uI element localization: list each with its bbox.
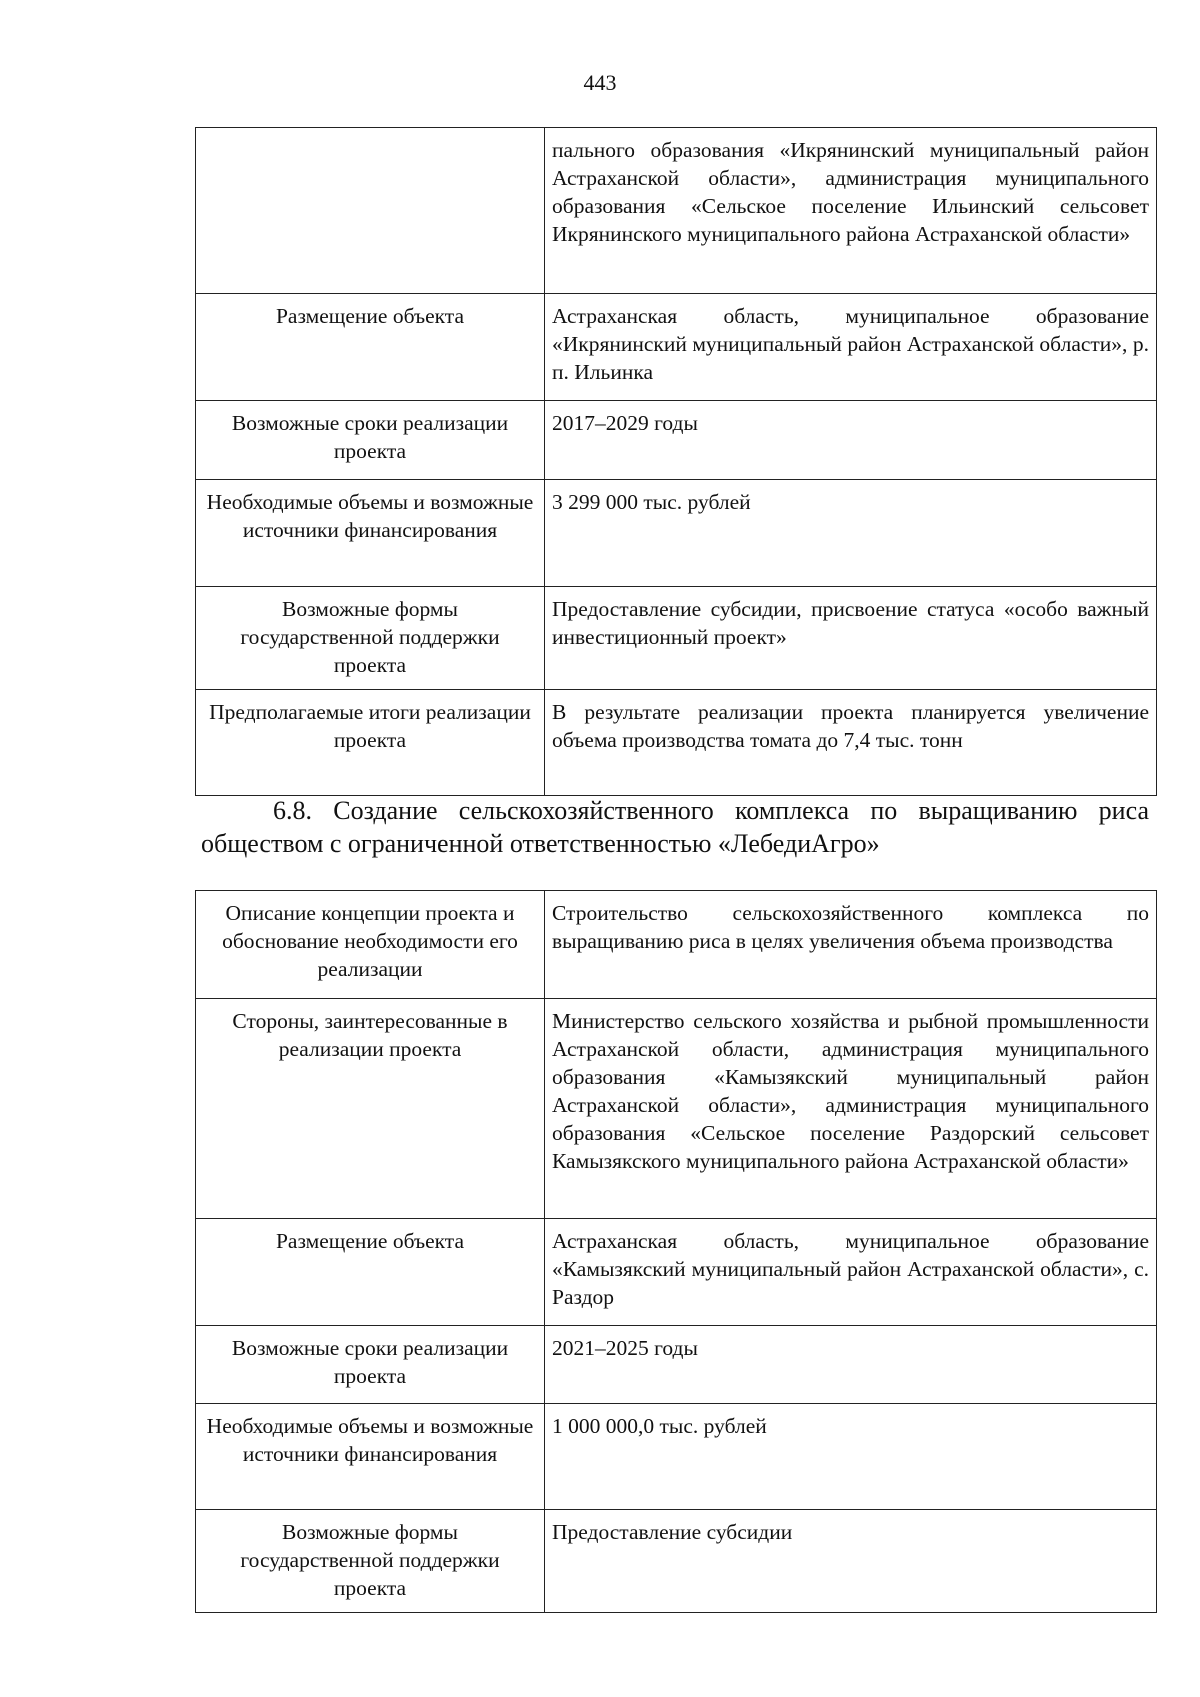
table-row: [196, 1326, 1157, 1404]
table-row: [196, 1219, 1157, 1326]
row-value: Астраханская область, муниципальное образование «Икрянинский муниципальный район Астраханской области», р. п. Ильинка: [545, 294, 1157, 401]
table-row: [196, 587, 1157, 690]
row-label: [196, 128, 545, 294]
row-label: Возможные формы государственной поддержки проекта: [196, 587, 545, 690]
row-label: Возможные сроки реализации проекта: [196, 401, 545, 480]
row-label: Возможные сроки реализации проекта: [196, 1326, 545, 1404]
table-row: [196, 1510, 1157, 1613]
project-table: [195, 890, 1157, 1613]
row-label: Размещение объекта: [196, 1219, 545, 1326]
row-value: пального образования «Икрянинский муниципальный район Астраханской области», администрация муниципального образования «Сельское поселение Ильинский сельсовет Икрянинского муниципального района Астраханской области»: [545, 128, 1157, 294]
row-value: В результате реализации проекта планируется увеличение объема производства томата до 7,4 тыс. тонн: [545, 690, 1157, 796]
row-label: Необходимые объемы и возможные источники финансирования: [196, 480, 545, 587]
row-value: 2021–2025 годы: [545, 1326, 1157, 1404]
row-label: Возможные формы государственной поддержки проекта: [196, 1510, 545, 1613]
row-value: Предоставление субсидии: [545, 1510, 1157, 1613]
row-value: 3 299 000 тыс. рублей: [545, 480, 1157, 587]
row-value: 2017–2029 годы: [545, 401, 1157, 480]
section-heading: 6.8. Создание сельскохозяйственного комплекса по выращиванию риса обществом с ограниченной ответственностью «ЛебедиАгро»: [201, 796, 1149, 858]
table-row: [196, 294, 1157, 401]
row-label: Предполагаемые итоги реализации проекта: [196, 690, 545, 796]
row-value: Строительство сельскохозяйственного комплекса по выращиванию риса в целях увеличения объема производства: [545, 891, 1157, 999]
row-label: Необходимые объемы и возможные источники финансирования: [196, 1404, 545, 1510]
row-label: Стороны, заинтересованные в реализации проекта: [196, 999, 545, 1219]
table-row: [196, 999, 1157, 1219]
row-value: Министерство сельского хозяйства и рыбной промышленности Астраханской области, администрация муниципального образования «Камызякский муниципальный район Астраханской области», администрация муниципального образования «Сельское поселение Раздорский сельсовет Камызякского муниципального района Астраханской области»: [545, 999, 1157, 1219]
row-value: 1 000 000,0 тыс. рублей: [545, 1404, 1157, 1510]
row-value: Предоставление субсидии, присвоение статуса «особо важный инвестиционный проект»: [545, 587, 1157, 690]
project-table-continued: [195, 127, 1157, 796]
row-label: Описание концепции проекта и обоснование необходимости его реализации: [196, 891, 545, 999]
table-row: [196, 891, 1157, 999]
table-row: [196, 401, 1157, 480]
table-row: [196, 128, 1157, 294]
page-number: 443: [583, 70, 617, 95]
table-row: [196, 480, 1157, 587]
table-row: [196, 1404, 1157, 1510]
row-value: Астраханская область, муниципальное образование «Камызякский муниципальный район Астраханской области», с. Раздор: [545, 1219, 1157, 1326]
row-label: Размещение объекта: [196, 294, 545, 401]
table-row: [196, 690, 1157, 796]
